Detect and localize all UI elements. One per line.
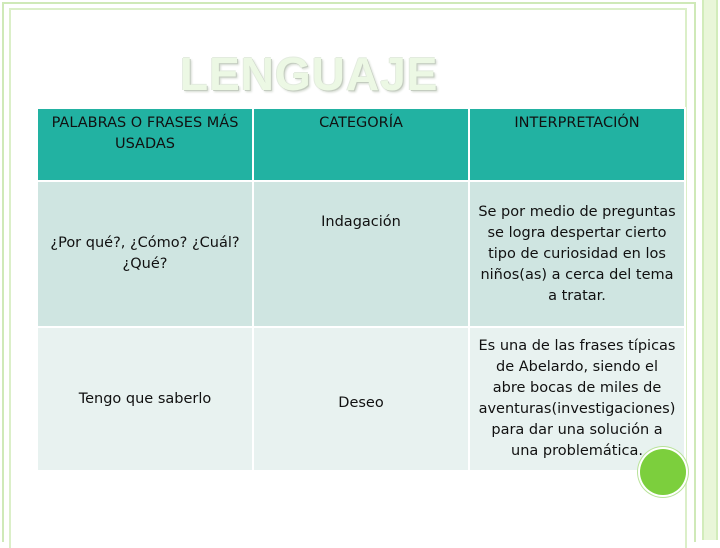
table-row	[37, 327, 685, 471]
decorative-circle	[640, 449, 686, 495]
cell-interpretation: Se por medio de preguntas se logra despertar cierto tipo de curiosidad en los niños(as) a cerca del tema a tratar.	[469, 181, 685, 327]
cell-interpretation: Es una de las frases típicas de Abelardo, siendo el abre bocas de miles de aventuras(investigaciones) para dar una solución a una problemática.	[469, 327, 685, 471]
table-header-row	[37, 108, 685, 181]
slide-title: LENGUAJE	[180, 48, 439, 100]
header-interpretation: INTERPRETACIÓN	[469, 108, 685, 181]
side-decoration-bar	[702, 0, 718, 540]
table-row	[37, 181, 685, 327]
cell-category: Deseo	[253, 327, 469, 471]
header-words-phrases: PALABRAS O FRASES MÁS USADAS	[37, 108, 253, 181]
cell-phrase: ¿Por qué?, ¿Cómo? ¿Cuál? ¿Qué?	[37, 181, 253, 327]
cell-phrase: Tengo que saberlo	[37, 327, 253, 471]
header-category: CATEGORÍA	[253, 108, 469, 181]
language-table	[36, 107, 686, 472]
cell-category: Indagación	[253, 181, 469, 327]
